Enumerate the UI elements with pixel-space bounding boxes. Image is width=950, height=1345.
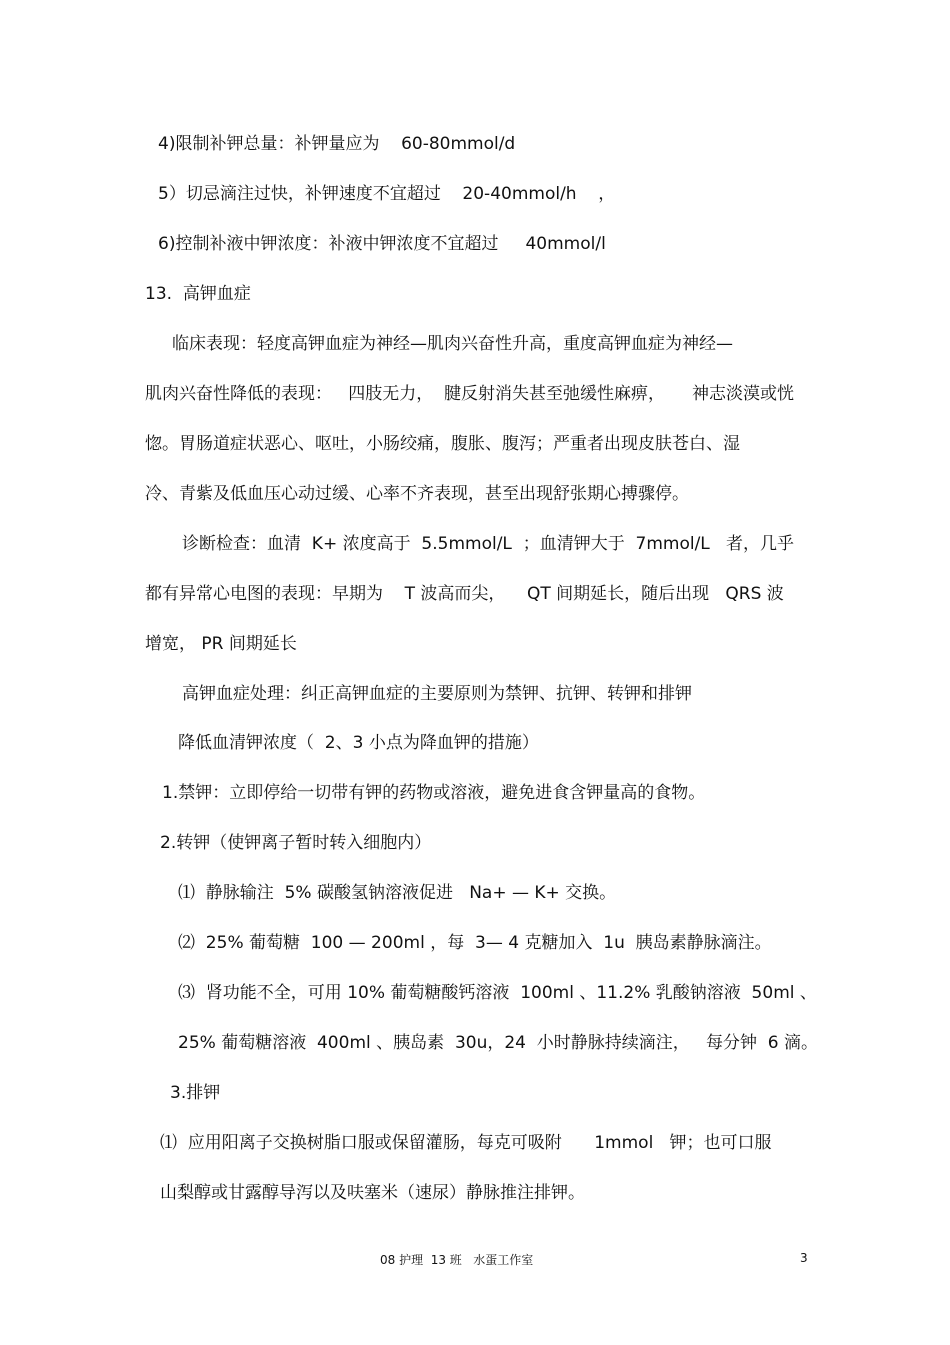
- list-item: 2.转钾（使钾离子暂时转入细胞内）: [160, 833, 432, 853]
- list-item: ⑶ 肾功能不全，可用 10% 葡萄糖酸钙溶液 100ml 、11.2% 乳酸钠溶液 50ml 、: [178, 983, 817, 1003]
- text-line: 5）切忌滴注过快，补钾速度不宜超过 20-40mmol/h ，: [158, 184, 616, 204]
- text-line: 高钾血症处理：纠正高钾血症的主要原则为禁钾、抗钾、转钾和排钾: [182, 684, 692, 704]
- text-line: 降低血清钾浓度（ 2、3 小点为降血钾的措施）: [178, 733, 539, 753]
- text-line: 肌肉兴奋性降低的表现： 四肢无力， 腱反射消失甚至弛缓性麻痹， 神志淡漠或恍: [145, 384, 795, 404]
- text-line: 冷、青紫及低血压心动过缓、心率不齐表现，甚至出现舒张期心搏骤停。: [145, 484, 689, 504]
- list-item: ⑵ 25% 葡萄糖 100 — 200ml ，每 3— 4 克糖加入 1u 胰岛素静脉滴注。: [178, 933, 772, 953]
- text-line: 都有异常心电图的表现：早期为 T 波高而尖， QT 间期延长，随后出现 QRS 波: [145, 584, 784, 604]
- text-line: 25% 葡萄糖溶液 400ml 、胰岛素 30u，24 小时静脉持续滴注， 每分钟 6 滴。: [178, 1033, 819, 1053]
- text-line: 增宽， PR 间期延长: [145, 634, 297, 654]
- text-line: 惚。胃肠道症状恶心、呕吐，小肠绞痛，腹胀、腹泻；严重者出现皮肤苍白、湿: [145, 434, 740, 454]
- text-line: 诊断检查：血清 K+ 浓度高于 5.5mmol/L ；血清钾大于 7mmol/L 者，几乎: [182, 534, 794, 554]
- list-item: ⑴ 静脉输注 5% 碳酸氢钠溶液促进 Na+ — K+ 交换。: [178, 883, 617, 903]
- page-number: 3: [800, 1251, 808, 1265]
- page-footer: 08 护理 13 班 水蛋工作室: [380, 1253, 534, 1267]
- text-line: 山梨醇或甘露醇导泻以及呋塞米（速尿）静脉推注排钾。: [160, 1183, 585, 1203]
- text-line: 6)控制补液中钾浓度：补液中钾浓度不宜超过 40mmol/l: [158, 234, 606, 254]
- text-line: 临床表现：轻度高钾血症为神经—肌肉兴奋性升高，重度高钾血症为神经—: [172, 334, 733, 354]
- list-item: 3.排钾: [170, 1083, 221, 1103]
- list-item: ⑴ 应用阳离子交换树脂口服或保留灌肠，每克可吸附 1mmol 钾；也可口服: [160, 1133, 772, 1153]
- list-item: 1.禁钾：立即停给一切带有钾的药物或溶液，避免进食含钾量高的食物。: [162, 783, 706, 803]
- text-line: 4)限制补钾总量：补钾量应为 60-80mmol/d: [158, 134, 516, 154]
- section-heading: 13. 高钾血症: [145, 284, 251, 304]
